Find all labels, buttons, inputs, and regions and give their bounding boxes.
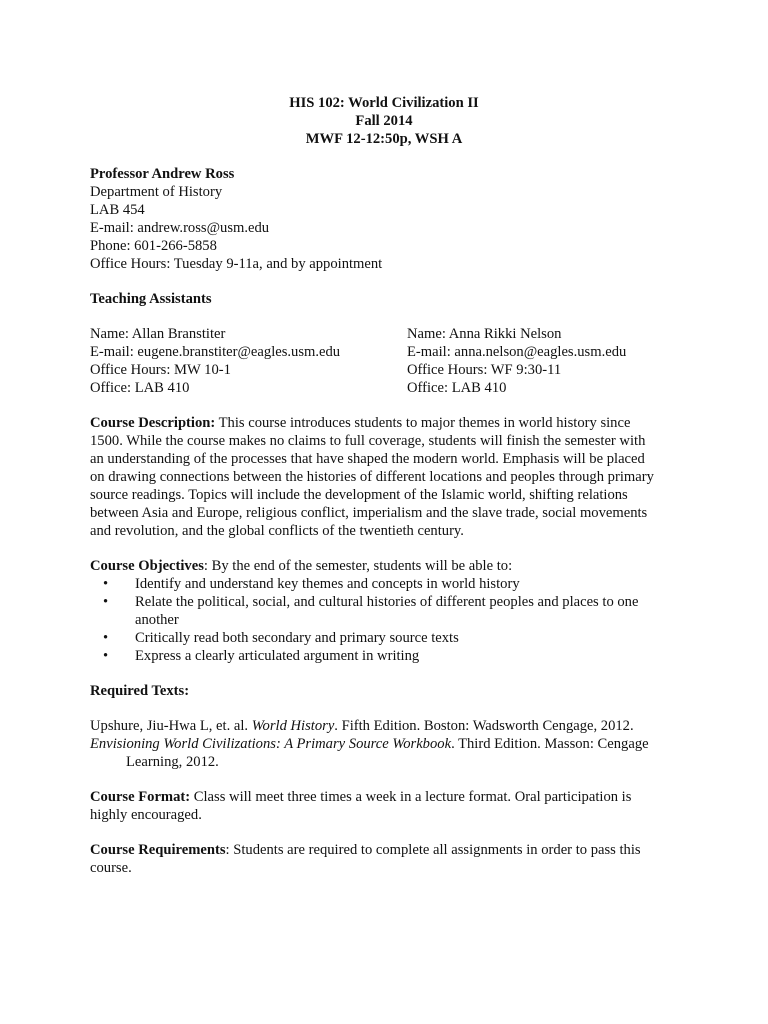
course-objectives	[90, 557, 680, 665]
description-text: and revolution, and the global conflicts of the twentieth century.	[90, 523, 464, 539]
description-label: Course Description:	[90, 415, 216, 431]
professor-office: LAB 454	[90, 202, 145, 218]
professor-email: E-mail: andrew.ross@usm.edu	[90, 220, 270, 236]
professor-name: Professor Andrew Ross	[90, 166, 235, 182]
ta-name: Name: Anna Rikki Nelson	[407, 326, 562, 342]
course-requirements: Course Requirements: Students are required to complete all assignments in order to pass this course.	[90, 842, 641, 876]
list-item: • Identify and understand key themes and concepts in world history	[103, 576, 520, 592]
bullet-icon: •	[103, 576, 109, 592]
description-text: This course introduces students to major themes in world history since	[215, 415, 631, 431]
objectives-list	[90, 575, 680, 665]
bullet-icon: •	[103, 630, 109, 646]
ta-block	[90, 325, 680, 397]
list-item: • Critically read both secondary and primary source texts	[103, 630, 459, 646]
required-text-2: Envisioning World Civilizations: A Primary Source Workbook. Third Edition. Masson: Cengage Learning, 2012.	[90, 736, 649, 770]
list-item-continuation: another	[135, 612, 179, 628]
course-format: Course Format: Class will meet three times a week in a lecture format. Oral participation is highly encouraged.	[90, 789, 632, 823]
ta-hours: Office Hours: MW 10-1	[90, 362, 231, 378]
description-text: 1500. While the course makes no claims to full coverage, students will finish the semester with	[90, 433, 646, 449]
ta-card	[407, 325, 680, 397]
ta-office: Office: LAB 410	[407, 380, 507, 396]
ta-card	[90, 325, 407, 397]
description-text: between Asia and Europe, religious conflict, imperialism and the slave trade, social movements	[90, 505, 648, 521]
list-item: • Relate the political, social, and cultural histories of different peoples and places to one	[103, 594, 639, 610]
ta-hours: Office Hours: WF 9:30-11	[407, 362, 562, 378]
required-texts-heading: Required Texts:	[90, 683, 190, 699]
syllabus-header	[0, 94, 768, 148]
description-text: an understanding of the processes that have shaped the modern world. Emphasis will be placed	[90, 451, 645, 467]
ta-email: E-mail: eugene.branstiter@eagles.usm.edu	[90, 344, 341, 360]
format-label: Course Format:	[90, 789, 191, 805]
ta-name: Name: Allan Branstiter	[90, 326, 226, 342]
bullet-icon: •	[103, 648, 109, 664]
required-text-1: Upshure, Jiu-Hwa L, et. al. World History. Fifth Edition. Boston: Wadsworth Cengage, 2012.	[90, 718, 634, 734]
syllabus-body	[90, 165, 680, 877]
professor-block	[90, 165, 680, 273]
professor-department: Department of History	[90, 184, 223, 200]
bullet-icon: •	[103, 594, 109, 610]
ta-office: Office: LAB 410	[90, 380, 190, 396]
objectives-label: Course Objectives	[90, 558, 204, 574]
objectives-intro: : By the end of the semester, students will be able to:	[203, 558, 513, 574]
ta-heading: Teaching Assistants	[90, 291, 212, 307]
ta-email: E-mail: anna.nelson@eagles.usm.edu	[407, 344, 627, 360]
requirements-label: Course Requirements	[90, 842, 226, 858]
professor-phone: Phone: 601-266-5858	[90, 238, 217, 254]
description-text: source readings. Topics will include the development of the Islamic world, shifting relations	[90, 487, 628, 503]
course-schedule: MWF 12-12:50p, WSH A	[305, 131, 463, 147]
course-description	[90, 414, 680, 540]
description-text: on drawing connections between the histories of different locations and peoples through primary	[90, 469, 654, 485]
list-item: • Express a clearly articulated argument in writing	[103, 648, 420, 664]
course-title: HIS 102: World Civilization II	[289, 95, 479, 111]
professor-hours: Office Hours: Tuesday 9-11a, and by appointment	[90, 256, 383, 272]
course-term: Fall 2014	[355, 113, 413, 129]
